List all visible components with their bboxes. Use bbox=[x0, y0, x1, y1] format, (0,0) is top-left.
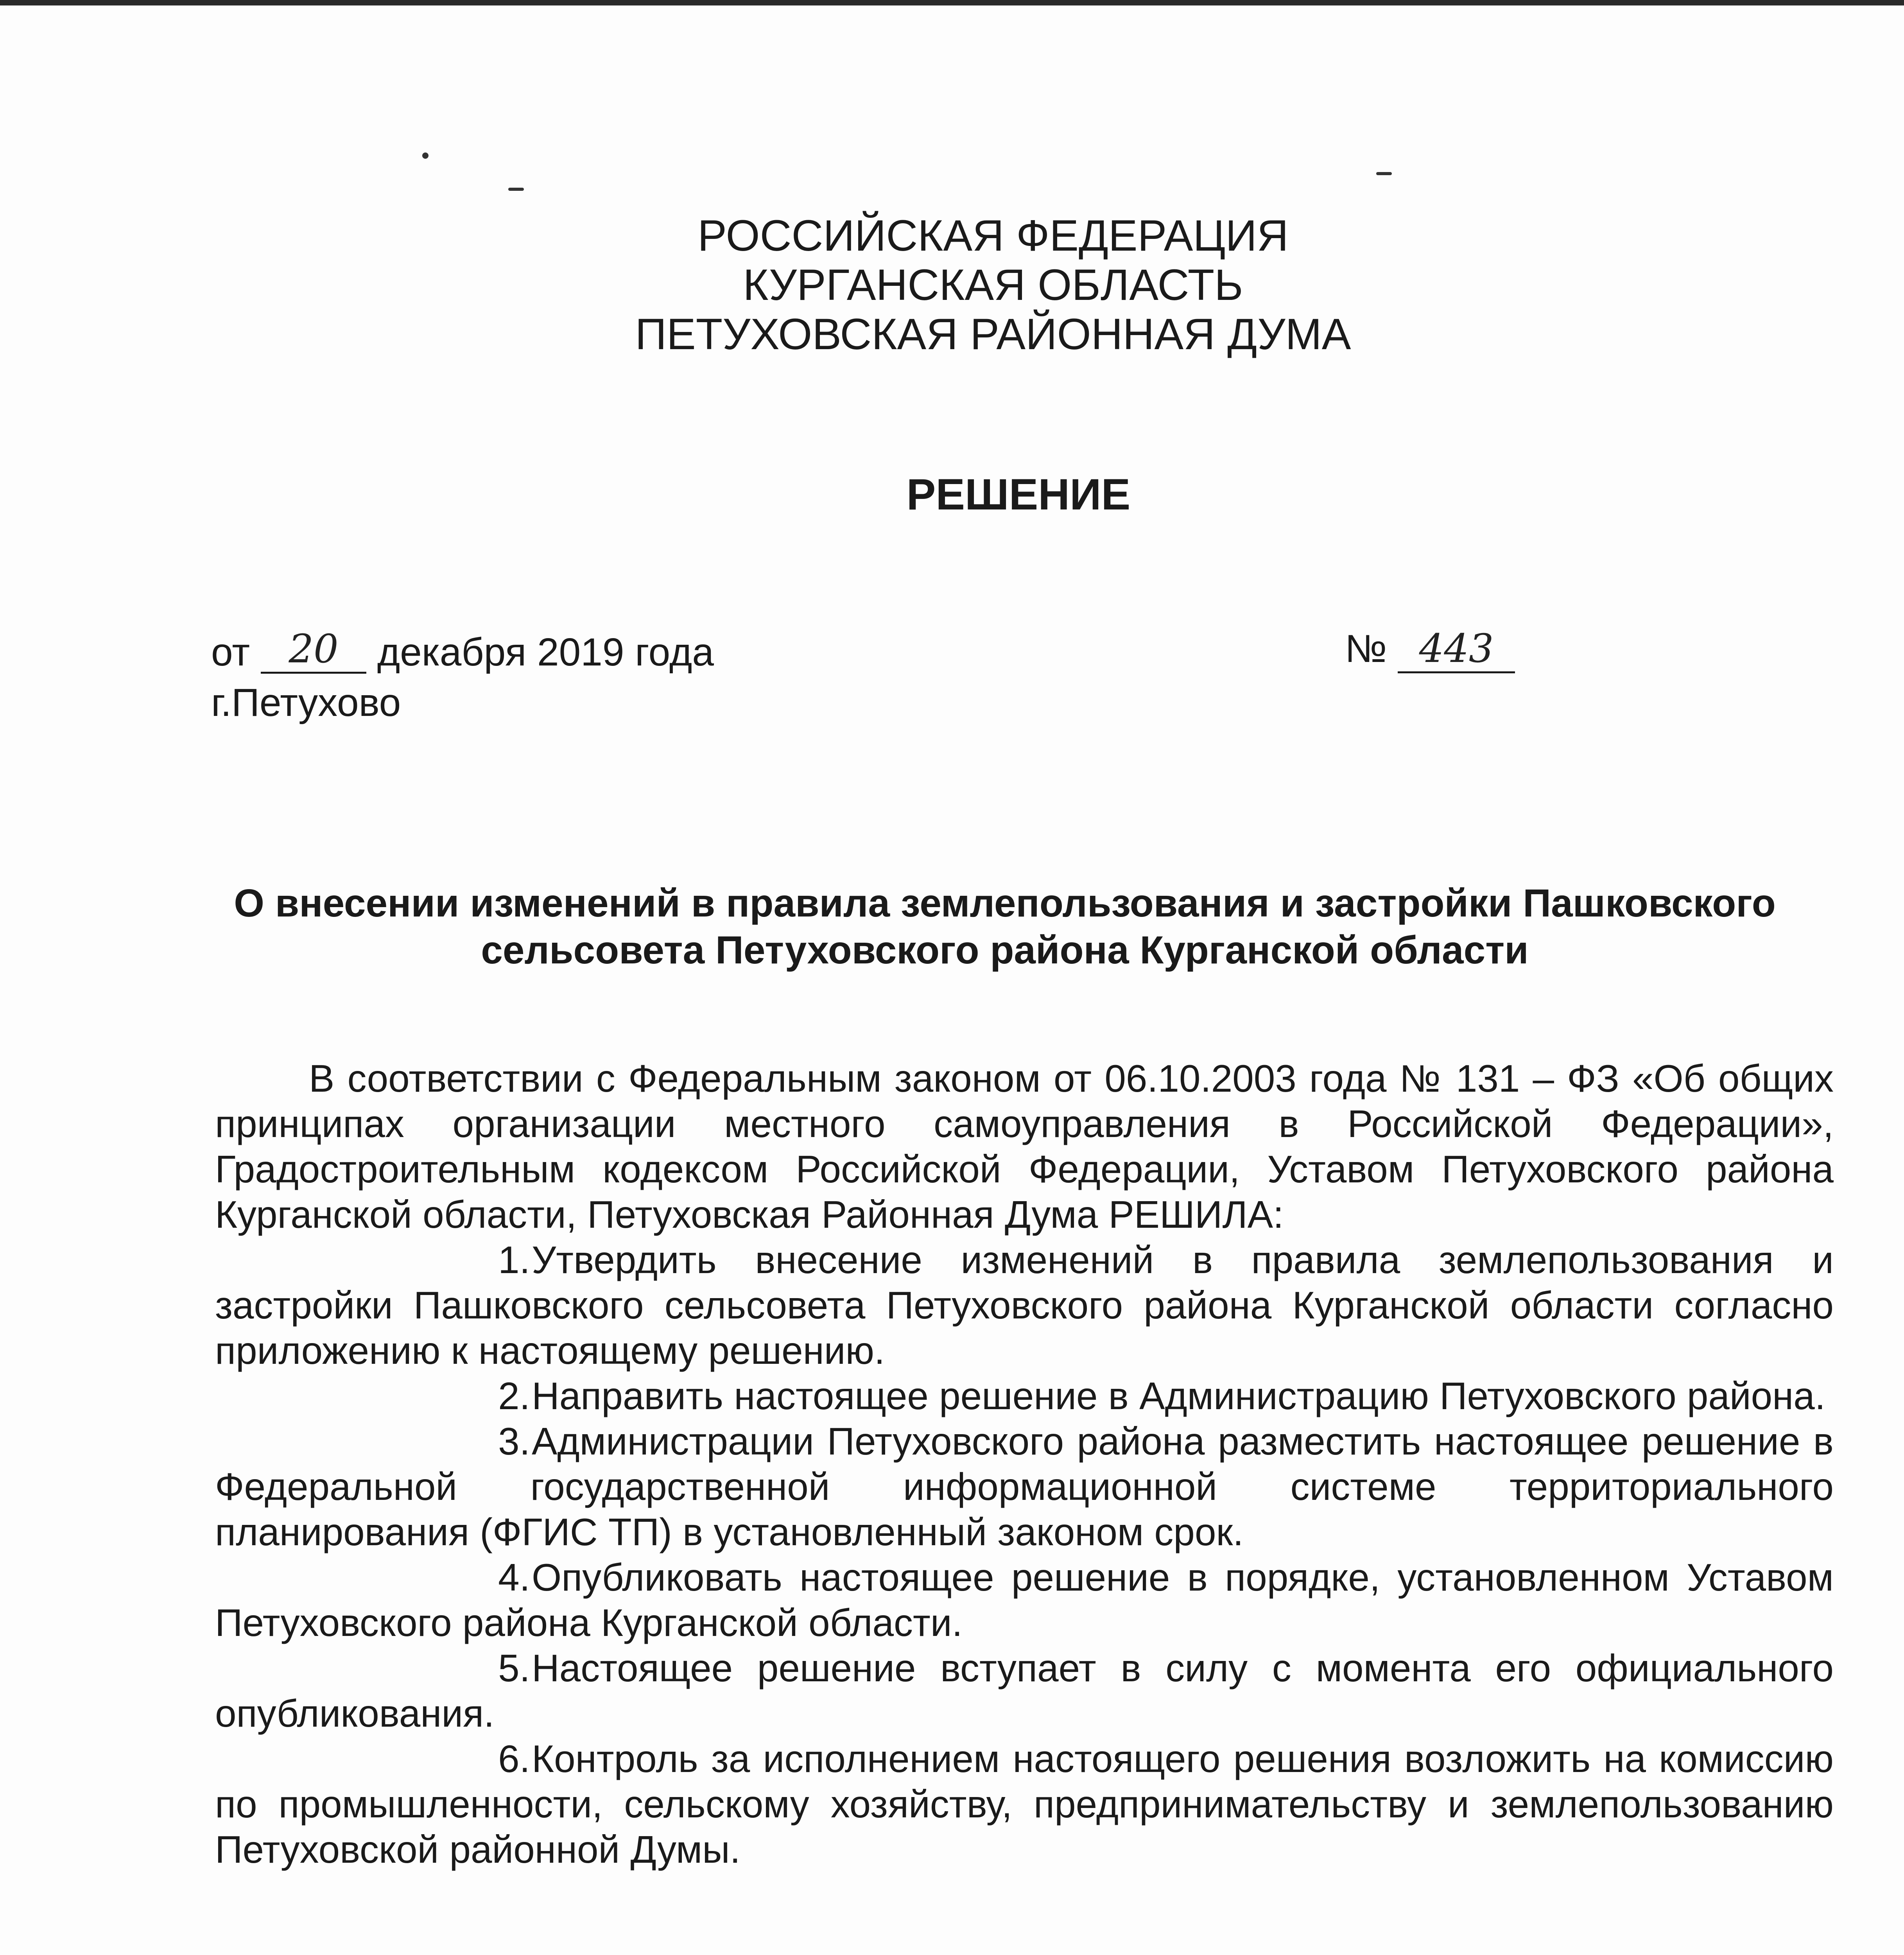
scan-speck bbox=[508, 188, 524, 191]
city-name: г.Петухово bbox=[211, 681, 401, 725]
number-value-handwritten: 443 bbox=[1398, 626, 1515, 673]
document-title bbox=[0, 469, 1904, 520]
date-prefix: от bbox=[211, 630, 250, 674]
item-text: Утвердить внесение изменений в правила землепользования и застройки Пашковского сельсовета Петуховского района Курганской области согласно приложению к настоящему решению. bbox=[215, 1238, 1834, 1372]
list-item bbox=[215, 1555, 1834, 1645]
item-number: 1. bbox=[498, 1238, 530, 1281]
scan-speck bbox=[1376, 172, 1392, 175]
item-text: Контроль за исполнением настоящего решения возложить на комиссию по промышленности, сельскому хозяйству, предпринимательству и землепользованию Петуховской районной Думы. bbox=[215, 1737, 1834, 1871]
item-text: Настоящее решение вступает в силу с момента его официального опубликования. bbox=[215, 1647, 1834, 1735]
header-line-country: РОССИЙСКАЯ ФЕДЕРАЦИЯ bbox=[697, 211, 1289, 260]
date-day-handwritten: 20 bbox=[261, 626, 366, 674]
item-text: Направить настоящее решение в Администрацию Петуховского района. bbox=[532, 1374, 1826, 1417]
document-body bbox=[215, 1056, 1834, 1872]
item-text: Опубликовать настоящее решение в порядке, установленном Уставом Петуховского района Курганской области. bbox=[215, 1556, 1834, 1644]
item-number: 4. bbox=[498, 1556, 530, 1599]
number-label: № bbox=[1345, 627, 1387, 671]
decision-number bbox=[1345, 626, 1515, 673]
scan-top-edge bbox=[0, 0, 1904, 5]
list-item bbox=[215, 1237, 1834, 1373]
item-number: 6. bbox=[498, 1737, 530, 1780]
header-line-region: КУРГАНСКАЯ ОБЛАСТЬ bbox=[743, 260, 1243, 309]
date-suffix: декабря 2019 года bbox=[377, 630, 714, 674]
document-title-text: РЕШЕНИЕ bbox=[906, 470, 1131, 519]
list-item bbox=[215, 1736, 1834, 1872]
list-item bbox=[215, 1645, 1834, 1736]
header-line-council: ПЕТУХОВСКАЯ РАЙОННАЯ ДУМА bbox=[635, 310, 1351, 359]
list-item bbox=[215, 1419, 1834, 1555]
item-number: 2. bbox=[498, 1374, 530, 1417]
date-line bbox=[211, 626, 714, 677]
list-item bbox=[215, 1373, 1834, 1419]
item-number: 3. bbox=[498, 1420, 530, 1463]
item-number: 5. bbox=[498, 1647, 530, 1690]
scan-speck bbox=[422, 152, 428, 159]
preamble: В соответствии с Федеральным законом от 06.10.2003 года № 131 – ФЗ «Об общих принципах организации местного самоуправления в Российской Федерации», Градостроительным кодексом Российской Федерации, Уставом Петуховского района Курганской области, Петуховская Районная Дума РЕШИЛА: bbox=[215, 1057, 1834, 1236]
document-header bbox=[0, 211, 1904, 359]
decision-subject: О внесении изменений в правила землепользования и застройки Пашковского сельсовета Петуховского района Курганской области bbox=[234, 881, 1776, 972]
item-text: Администрации Петуховского района разместить настоящее решение в Федеральной государственной информационной системе территориального планирования (ФГИС ТП) в установленный законом срок. bbox=[215, 1420, 1834, 1553]
